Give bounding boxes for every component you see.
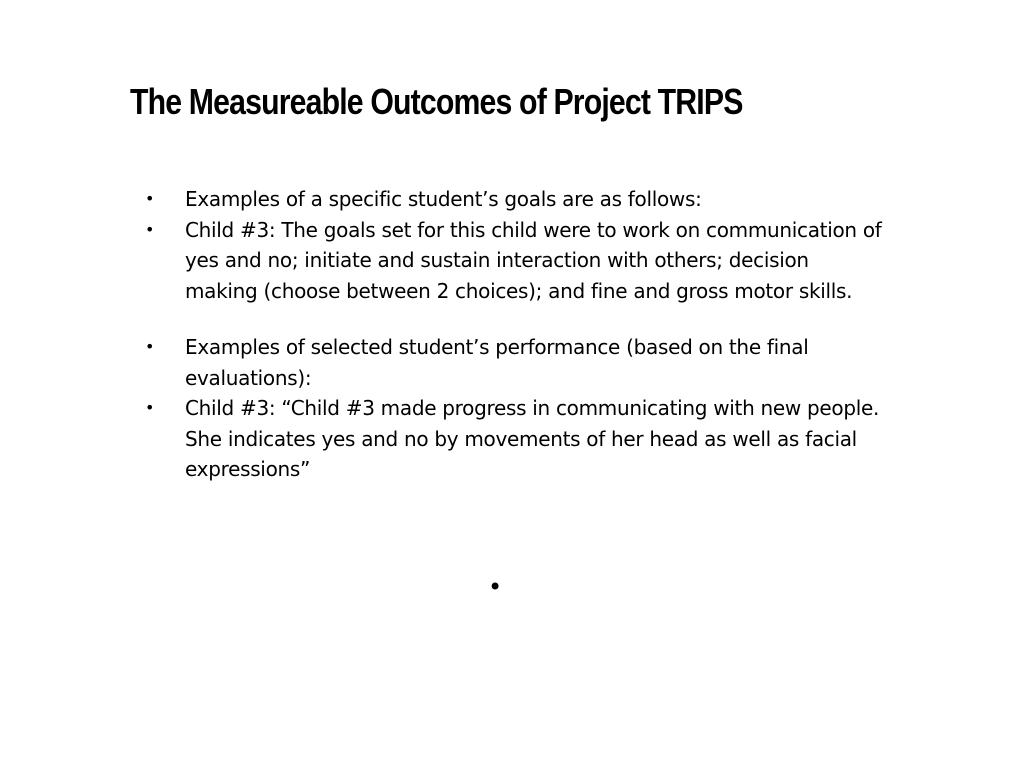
bullet-dot-icon: • [145,189,155,208]
bullet-item [145,215,885,307]
bullet-dot-icon: • [145,398,155,417]
bullet-item [145,393,885,485]
slide-title: The Measureable Outcomes of Project TRIPS [130,81,743,122]
bullet-text: Examples of selected student’s performance (based on the final evaluations): [185,335,809,390]
bullet-dot-icon: • [145,337,155,356]
bullet-dot-icon: • [145,219,155,239]
bullet-item [145,184,885,215]
bullet-text: Child #3: The goals set for this child were to work on communication of yes and no; initiate and sustain interaction with others; decision making (choose between 2 choices); and fine and gross motor skills. [185,217,882,303]
bullet-text: Child #3: “Child #3 made progress in communicating with new people. She indicates yes and no by movements of her head as well as facial expressions” [185,396,880,481]
bullet-list [145,184,885,485]
bullet-text: Examples of a specific student’s goals are as follows: [185,187,702,211]
bullet-item [145,332,885,393]
empty-bullet-icon: • [488,573,503,601]
